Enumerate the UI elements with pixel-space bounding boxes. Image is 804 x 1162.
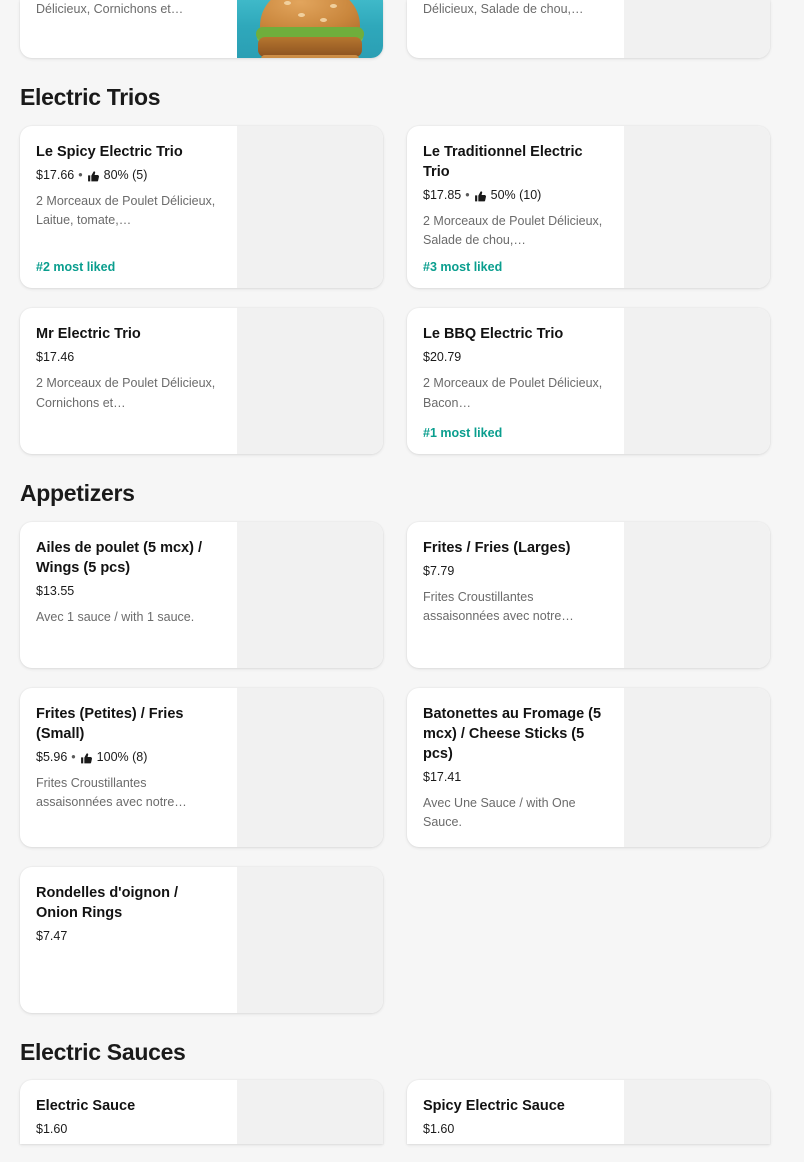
item-description: Délicieux, Cornichons et… (36, 2, 184, 16)
item-name: Le Traditionnel Electric Trio (423, 143, 583, 180)
item-price: $7.79 (423, 563, 455, 578)
item-meta (36, 168, 223, 182)
item-meta (423, 564, 610, 578)
bun-bottom (261, 55, 359, 58)
item-name: Rondelles d'oignon / Onion Rings (36, 884, 178, 921)
sesame-seed (284, 1, 291, 5)
most-liked-badge: #2 most liked (36, 260, 116, 275)
card-body (20, 0, 237, 33)
item-description: 2 Morceaux de Poulet Délicieux, Cornichons et… (36, 376, 216, 410)
sesame-seed (330, 4, 337, 8)
thumbs-up-icon (87, 170, 100, 183)
item-image-placeholder (624, 1080, 770, 1144)
card-body (20, 126, 237, 289)
item-image-placeholder (237, 688, 383, 847)
item-image-placeholder (624, 522, 770, 668)
card-body (20, 688, 237, 847)
menu-item-card[interactable] (20, 126, 383, 289)
item-name: Le Spicy Electric Trio (36, 143, 183, 160)
menu-item-card[interactable] (20, 867, 383, 1013)
item-meta (423, 770, 610, 784)
item-meta (423, 350, 610, 364)
item-name: Le BBQ Electric Trio (423, 326, 564, 343)
menu-item-card[interactable] (20, 308, 383, 454)
menu-item-grid (20, 126, 784, 455)
item-description: Avec 1 sauce / with 1 sauce. (36, 609, 195, 624)
menu-item-card[interactable] (407, 0, 770, 58)
thumbs-up-icon (474, 190, 487, 203)
item-rating: 50% (10) (490, 187, 542, 202)
item-image-placeholder (624, 308, 770, 454)
card-body (20, 522, 237, 668)
item-description: 2 Morceaux de Poulet Délicieux, Bacon… (423, 376, 603, 410)
item-meta (423, 1122, 610, 1136)
item-price: $13.55 (36, 583, 75, 598)
menu-item-card[interactable] (20, 1080, 383, 1144)
menu-item-card[interactable] (20, 688, 383, 847)
item-meta (36, 350, 223, 364)
card-body (20, 1080, 237, 1144)
item-meta (36, 584, 223, 598)
chicken-patty (258, 37, 362, 57)
meta-separator: • (465, 187, 470, 202)
menu-item-card[interactable] (407, 1080, 770, 1144)
item-image-placeholder (624, 0, 770, 58)
item-price: $17.46 (36, 350, 75, 365)
item-image-placeholder (624, 126, 770, 289)
menu-item-card[interactable] (407, 522, 770, 668)
item-image-placeholder (624, 688, 770, 847)
sections-root (20, 84, 784, 1144)
item-description: Avec Une Sauce / with One Sauce. (423, 795, 576, 830)
item-name: Electric Sauce (36, 1098, 136, 1115)
sesame-seed (298, 13, 305, 17)
item-price: $1.60 (36, 1122, 68, 1137)
card-body (407, 1080, 624, 1144)
thumbs-up-icon (80, 752, 93, 765)
menu-item-card[interactable] (407, 308, 770, 454)
item-name: Frites (Petites) / Fries (Small) (36, 705, 184, 742)
item-name: Spicy Electric Sauce (423, 1098, 565, 1115)
card-body (20, 867, 237, 1013)
item-description: 2 Morceaux de Poulet Délicieux, Salade de chou,… (423, 213, 603, 247)
item-description: 2 Morceaux de Poulet Délicieux, Laitue, tomate,… (36, 193, 216, 227)
item-description: Délicieux, Salade de chou,… (423, 2, 584, 16)
card-body (407, 688, 624, 847)
item-name: Frites / Fries (Larges) (423, 539, 571, 556)
item-image-placeholder (237, 126, 383, 289)
item-image-placeholder (237, 1080, 383, 1144)
section-title: Electric Sauces (20, 1038, 186, 1065)
item-meta (423, 188, 610, 202)
item-price: $5.96 (36, 749, 68, 764)
menu-item-card[interactable] (407, 688, 770, 847)
item-name: Mr Electric Trio (36, 326, 141, 343)
most-liked-badge: #1 most liked (423, 426, 503, 441)
item-price: $17.41 (423, 769, 462, 784)
item-description: Frites Croustillantes assaisonnées avec notre… (36, 775, 187, 810)
card-body (407, 0, 624, 33)
item-description: Frites Croustillantes assaisonnées avec notre… (423, 589, 574, 624)
sesame-seed (320, 18, 327, 22)
section-title: Appetizers (20, 480, 135, 507)
item-price: $17.66 (36, 167, 75, 182)
item-rating: 80% (5) (103, 167, 148, 182)
item-price: $7.47 (36, 928, 68, 943)
menu-item-grid (20, 1080, 784, 1144)
card-body (407, 522, 624, 668)
section-title: Electric Trios (20, 84, 161, 110)
item-price: $1.60 (423, 1122, 455, 1137)
item-meta (36, 929, 223, 943)
meta-separator: • (78, 167, 83, 182)
menu-item-card[interactable] (407, 126, 770, 289)
card-body (407, 308, 624, 454)
item-rating: 100% (8) (96, 749, 148, 764)
item-image-placeholder (237, 308, 383, 454)
partial-top-row (20, 0, 784, 58)
item-price: $17.85 (423, 187, 462, 202)
card-body (407, 126, 624, 289)
item-meta (36, 750, 223, 764)
menu-item-card[interactable] (20, 0, 383, 58)
item-image-placeholder (237, 522, 383, 668)
item-image-placeholder (237, 867, 383, 1013)
most-liked-badge: #3 most liked (423, 260, 503, 275)
menu-item-grid (20, 522, 784, 1013)
meta-separator: • (71, 749, 76, 764)
card-body (20, 308, 237, 454)
item-price: $20.79 (423, 350, 462, 365)
item-meta (36, 1122, 223, 1136)
item-name: Batonettes au Fromage (5 mcx) / Cheese Sticks (5 pcs) (423, 705, 602, 762)
item-image (237, 0, 383, 58)
burger-illustration (254, 0, 366, 58)
item-name: Ailes de poulet (5 mcx) / Wings (5 pcs) (36, 539, 202, 576)
menu-item-card[interactable] (20, 522, 383, 668)
